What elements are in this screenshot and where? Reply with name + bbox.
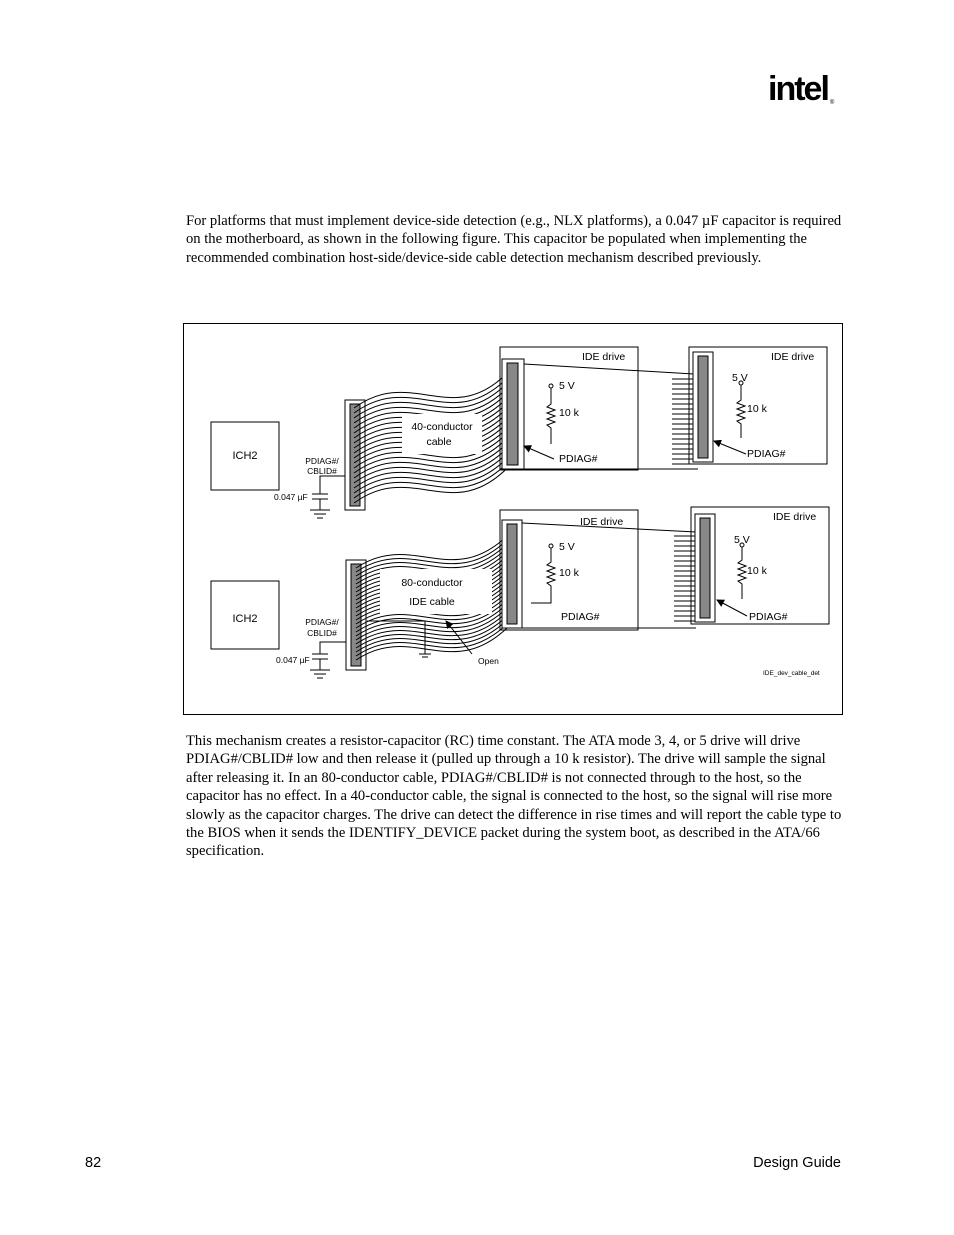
voltage-label-bottom-2: 5 V bbox=[734, 534, 750, 546]
ide-drive-title-top-1: IDE drive bbox=[582, 351, 626, 363]
rc-mechanism-paragraph: This mechanism creates a resistor-capacitor (RC) time constant. The ATA mode 3, 4, or 5 drive will drive PDIAG#/CBLID# low and then release it (pulled up through a 10 k resistor). The drive will sample the signal after releasing it. In an 80-conductor cable, PDIAG#/CBLID# is not connected through to the host, so the capacitor has no effect. In a 40-conductor cable, the signal is connected to the host, so the signal will rise more slowly as the capacitor charges. The drive can detect the difference in rise times and will report the cable type to the BIOS when it sends the IDENTIFY_DEVICE packet during the system boot, as described in the ATA/66 specification. bbox=[186, 733, 842, 860]
pdiag-label-bottom-2: CBLID# bbox=[307, 628, 337, 638]
document-name: Design Guide bbox=[753, 1155, 841, 1171]
signal-label-top-2: PDIAG# bbox=[747, 448, 786, 460]
figure-id-label: IDE_dev_cable_det bbox=[763, 670, 820, 677]
pdiag-label-bottom-1: PDIAG#/ bbox=[305, 617, 339, 627]
pdiag-label-top-1: PDIAG#/ bbox=[305, 456, 339, 466]
ich2-label-top: ICH2 bbox=[232, 450, 258, 462]
resistor-label-top-1: 10 k bbox=[559, 407, 579, 419]
voltage-label-top-1: 5 V bbox=[559, 380, 575, 392]
page-number: 82 bbox=[85, 1155, 102, 1171]
resistor-label-bottom-2: 10 k bbox=[747, 565, 767, 577]
registered-mark: ® bbox=[829, 100, 835, 106]
cable-label-top-2: cable bbox=[426, 436, 452, 448]
resistor-label-bottom-1: 10 k bbox=[559, 567, 579, 579]
capacitor-top bbox=[310, 476, 346, 518]
pdiag-label-top-2: CBLID# bbox=[307, 466, 337, 476]
cable-label-top-1: 40-conductor bbox=[411, 421, 473, 433]
intel-logo bbox=[768, 72, 834, 106]
ich2-label-bottom: ICH2 bbox=[232, 613, 258, 625]
signal-label-bottom-2: PDIAG# bbox=[749, 611, 788, 623]
resistor-bottom-2 bbox=[738, 547, 746, 599]
cable-label-bottom-2: IDE cable bbox=[409, 596, 455, 608]
resistor-label-top-2: 10 k bbox=[747, 403, 767, 415]
capacitor-bottom bbox=[310, 642, 346, 678]
ide-drive-title-top-2: IDE drive bbox=[771, 351, 815, 363]
intro-paragraph: For platforms that must implement device-side detection (e.g., NLX platforms), a 0.047 µF capacitor is required on the motherboard, as shown in the following figure. This capacitor be populated when implementing the recommended combination host-side/device-side cable detection mechanism described previously. bbox=[186, 213, 842, 266]
ribbon-cable-between-drives-bottom bbox=[522, 523, 699, 628]
logo-text: intel bbox=[768, 70, 828, 108]
circuit-diagram bbox=[184, 324, 844, 716]
open-label: Open bbox=[478, 656, 499, 666]
cap-label-bottom: 0.047 µF bbox=[276, 655, 310, 665]
ide-drive-title-bottom-1: IDE drive bbox=[580, 516, 624, 528]
cap-label-top: 0.047 µF bbox=[274, 492, 308, 502]
cable-label-bottom-1: 80-conductor bbox=[401, 577, 463, 589]
resistor-top-1 bbox=[547, 388, 555, 444]
resistor-top-2 bbox=[737, 385, 745, 438]
ribbon-cable-between-drives-top bbox=[524, 364, 698, 469]
signal-label-bottom-1: PDIAG# bbox=[561, 611, 600, 623]
voltage-label-top-2: 5 V bbox=[732, 372, 748, 384]
cable-detection-figure bbox=[183, 323, 843, 715]
signal-label-top-1: PDIAG# bbox=[559, 453, 598, 465]
cable-label-box-top bbox=[402, 414, 482, 454]
resistor-bottom-1 bbox=[531, 548, 555, 603]
ide-drive-title-bottom-2: IDE drive bbox=[773, 511, 817, 523]
voltage-label-bottom-1: 5 V bbox=[559, 541, 575, 553]
